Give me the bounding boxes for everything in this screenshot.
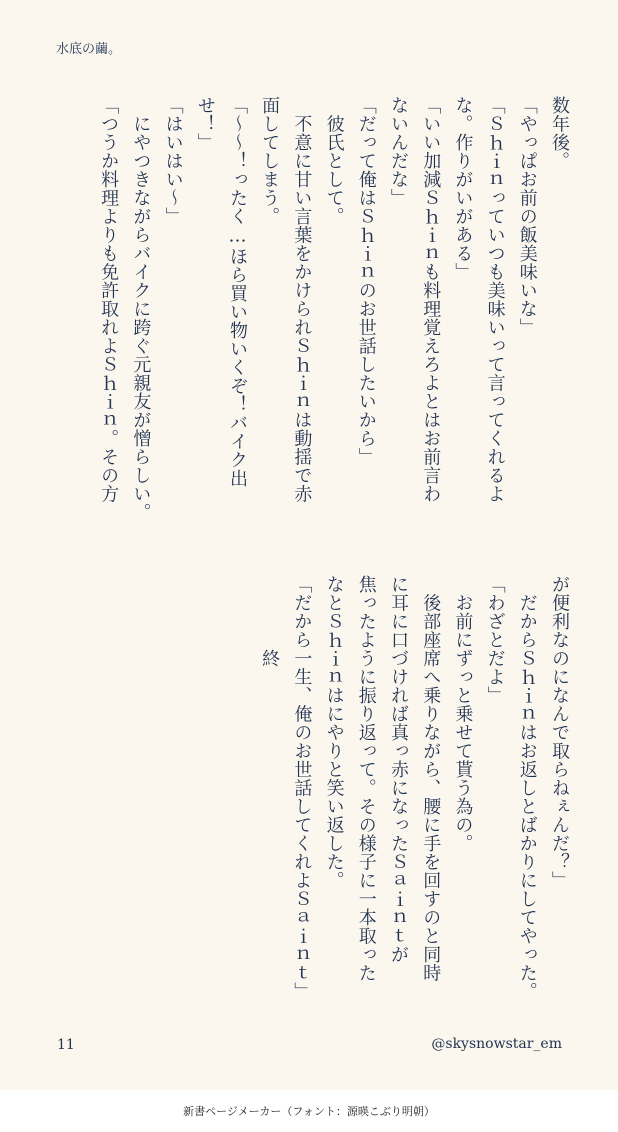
- text-line: 面してしまう。: [259, 96, 281, 226]
- text-block-lower: [50, 575, 575, 1035]
- generator-credit: 新書ページメーカー（フォント：源暎こぶり明朝）: [0, 1090, 618, 1132]
- text-line: だからＳｈｉｎはお返しとばかりにしてやった。: [516, 575, 538, 1001]
- text-line: 「〜〜！ったく…ほら買い物いくぞ！バイク出: [226, 96, 248, 488]
- author-handle: @skysnowstar_em: [431, 1036, 562, 1052]
- text-line: なとＳｈｉｎはにやりと笑い返した。: [323, 575, 345, 890]
- text-line: にやつきながらバイクに跨ぐ元親友が憎らしい。: [130, 96, 152, 522]
- text-line: 彼氏として。: [323, 96, 345, 226]
- text-line: 「わざとだよ」: [484, 575, 506, 705]
- text-line: 焦ったように振り返って。その様子に一本取った: [355, 575, 377, 982]
- text-line: 「Ｓｈｉｎっていつも美味いって言ってくれるよ: [484, 96, 506, 503]
- text-line: な。作りがいがある」: [452, 96, 474, 281]
- text-line: 後部座席へ乗りながら、腰に手を回すのと同時: [420, 575, 442, 982]
- text-line: 「だから一生、俺のお世話してくれよＳａｉｎｔ」: [291, 575, 313, 1001]
- text-block-upper: [50, 96, 575, 532]
- text-line: ないんだな」: [387, 96, 409, 207]
- text-line: 数年後。: [549, 96, 570, 170]
- text-line: 「つうか料理よりも免許取れよＳｈｉｎ。その方: [98, 96, 120, 503]
- text-line: 「やっぱお前の飯美味いな」: [516, 96, 538, 337]
- text-line: 不意に甘い言葉をかけられＳｈｉｎは動揺で赤: [291, 96, 313, 503]
- text-line: せ！」: [194, 96, 216, 152]
- text-line: 「はいはい〜」: [162, 96, 184, 226]
- text-line: が便利なのになんで取らねぇんだ？」: [549, 575, 570, 890]
- text-line: に耳に口づければ真っ赤になったＳａｉｎｔが: [387, 575, 409, 964]
- text-line: お前にずっと乗せて貰う為の。: [452, 575, 474, 853]
- page-number: 11: [57, 1037, 75, 1053]
- story-title: 水底の繭。: [56, 42, 122, 57]
- text-line: 「だって俺はＳｈｉｎのお世話したいから」: [355, 96, 377, 466]
- end-mark: 終: [259, 575, 281, 668]
- text-line: 「いい加減Ｓｈｉｎも料理覚えろよとはお前言わ: [420, 96, 442, 503]
